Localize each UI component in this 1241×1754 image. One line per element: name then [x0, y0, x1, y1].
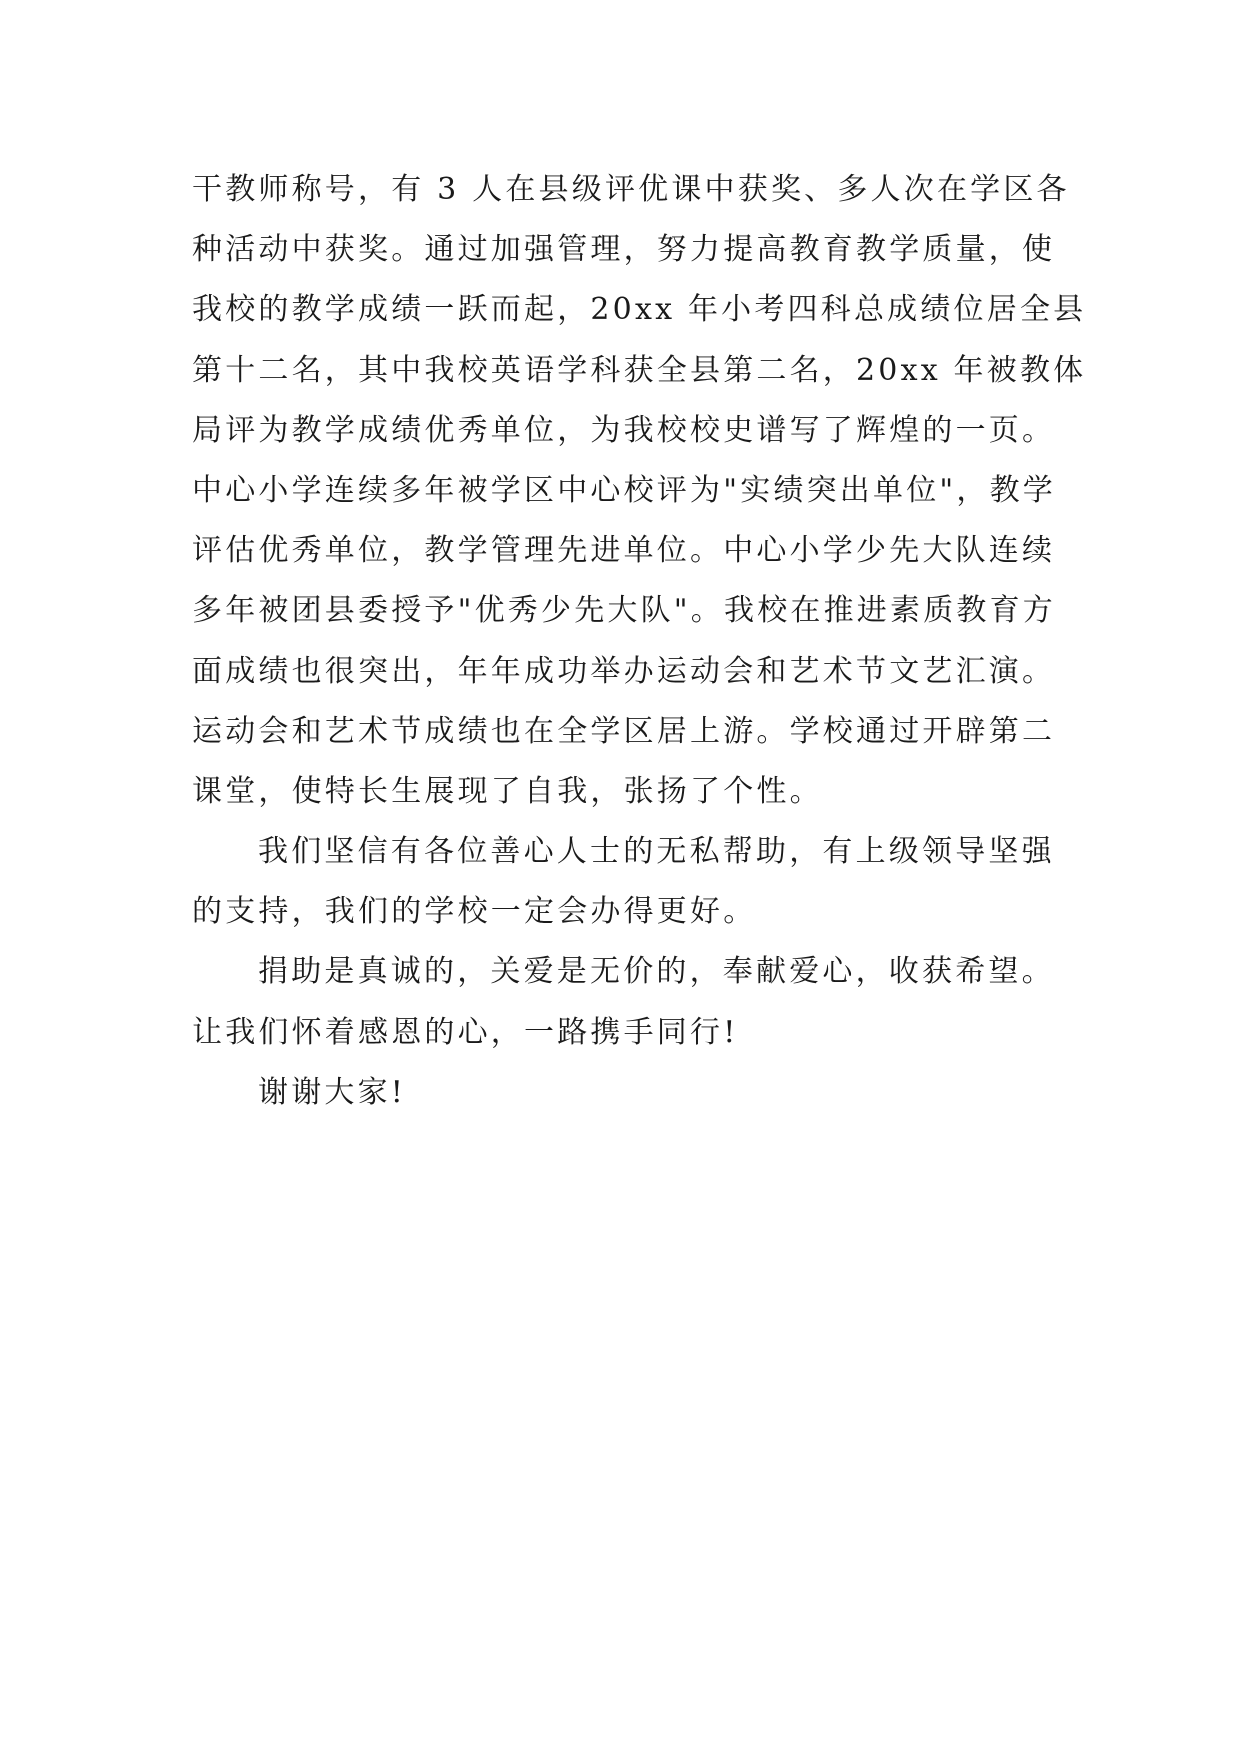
text-line: 谢谢大家!	[258, 1074, 407, 1110]
text-line: 局评为教学成绩优秀单位，为我校校史谱写了辉煌的一页。	[192, 412, 1056, 448]
text-line: 中心小学连续多年被学区中心校评为"实绩突出单位"，教学	[192, 472, 1056, 508]
text-line: 课堂，使特长生展现了自我，张扬了个性。	[192, 773, 823, 809]
text-line: 多年被团县委授予"优秀少先大队"。我校在推进素质教育方	[192, 593, 1056, 629]
document-body	[192, 160, 1087, 1123]
text-line: 我校的教学成绩一跃而起，20xx 年小考四科总成绩位居全县	[192, 292, 1087, 328]
paragraph-confidence	[192, 822, 1072, 942]
text-line: 第十二名，其中我校英语学科获全县第二名，20xx 年被教体	[192, 352, 1087, 388]
text-line: 我们坚信有各位善心人士的无私帮助，有上级领导坚强	[258, 834, 1055, 870]
text-line: 运动会和艺术节成绩也在全学区居上游。学校通过开辟第二	[192, 713, 1056, 749]
text-line: 的支持，我们的学校一定会办得更好。	[192, 894, 757, 930]
paragraph-achievements	[192, 160, 1087, 822]
paragraph-thanks	[192, 1063, 1072, 1123]
text-line: 面成绩也很突出，年年成功举办运动会和艺术节文艺汇演。	[192, 653, 1056, 689]
text-line: 捐助是真诚的，关爱是无价的，奉献爱心，收获希望。	[258, 954, 1055, 990]
text-line: 让我们怀着感恩的心，一路携手同行!	[192, 1014, 739, 1050]
text-line: 评估优秀单位，教学管理先进单位。中心小学少先大队连续	[192, 533, 1056, 569]
text-line: 干教师称号，有 3 人在县级评优课中获奖、多人次在学区各	[192, 172, 1070, 207]
paragraph-donation	[192, 942, 1072, 1062]
text-line: 种活动中获奖。通过加强管理，努力提高教育教学质量，使	[192, 232, 1056, 268]
